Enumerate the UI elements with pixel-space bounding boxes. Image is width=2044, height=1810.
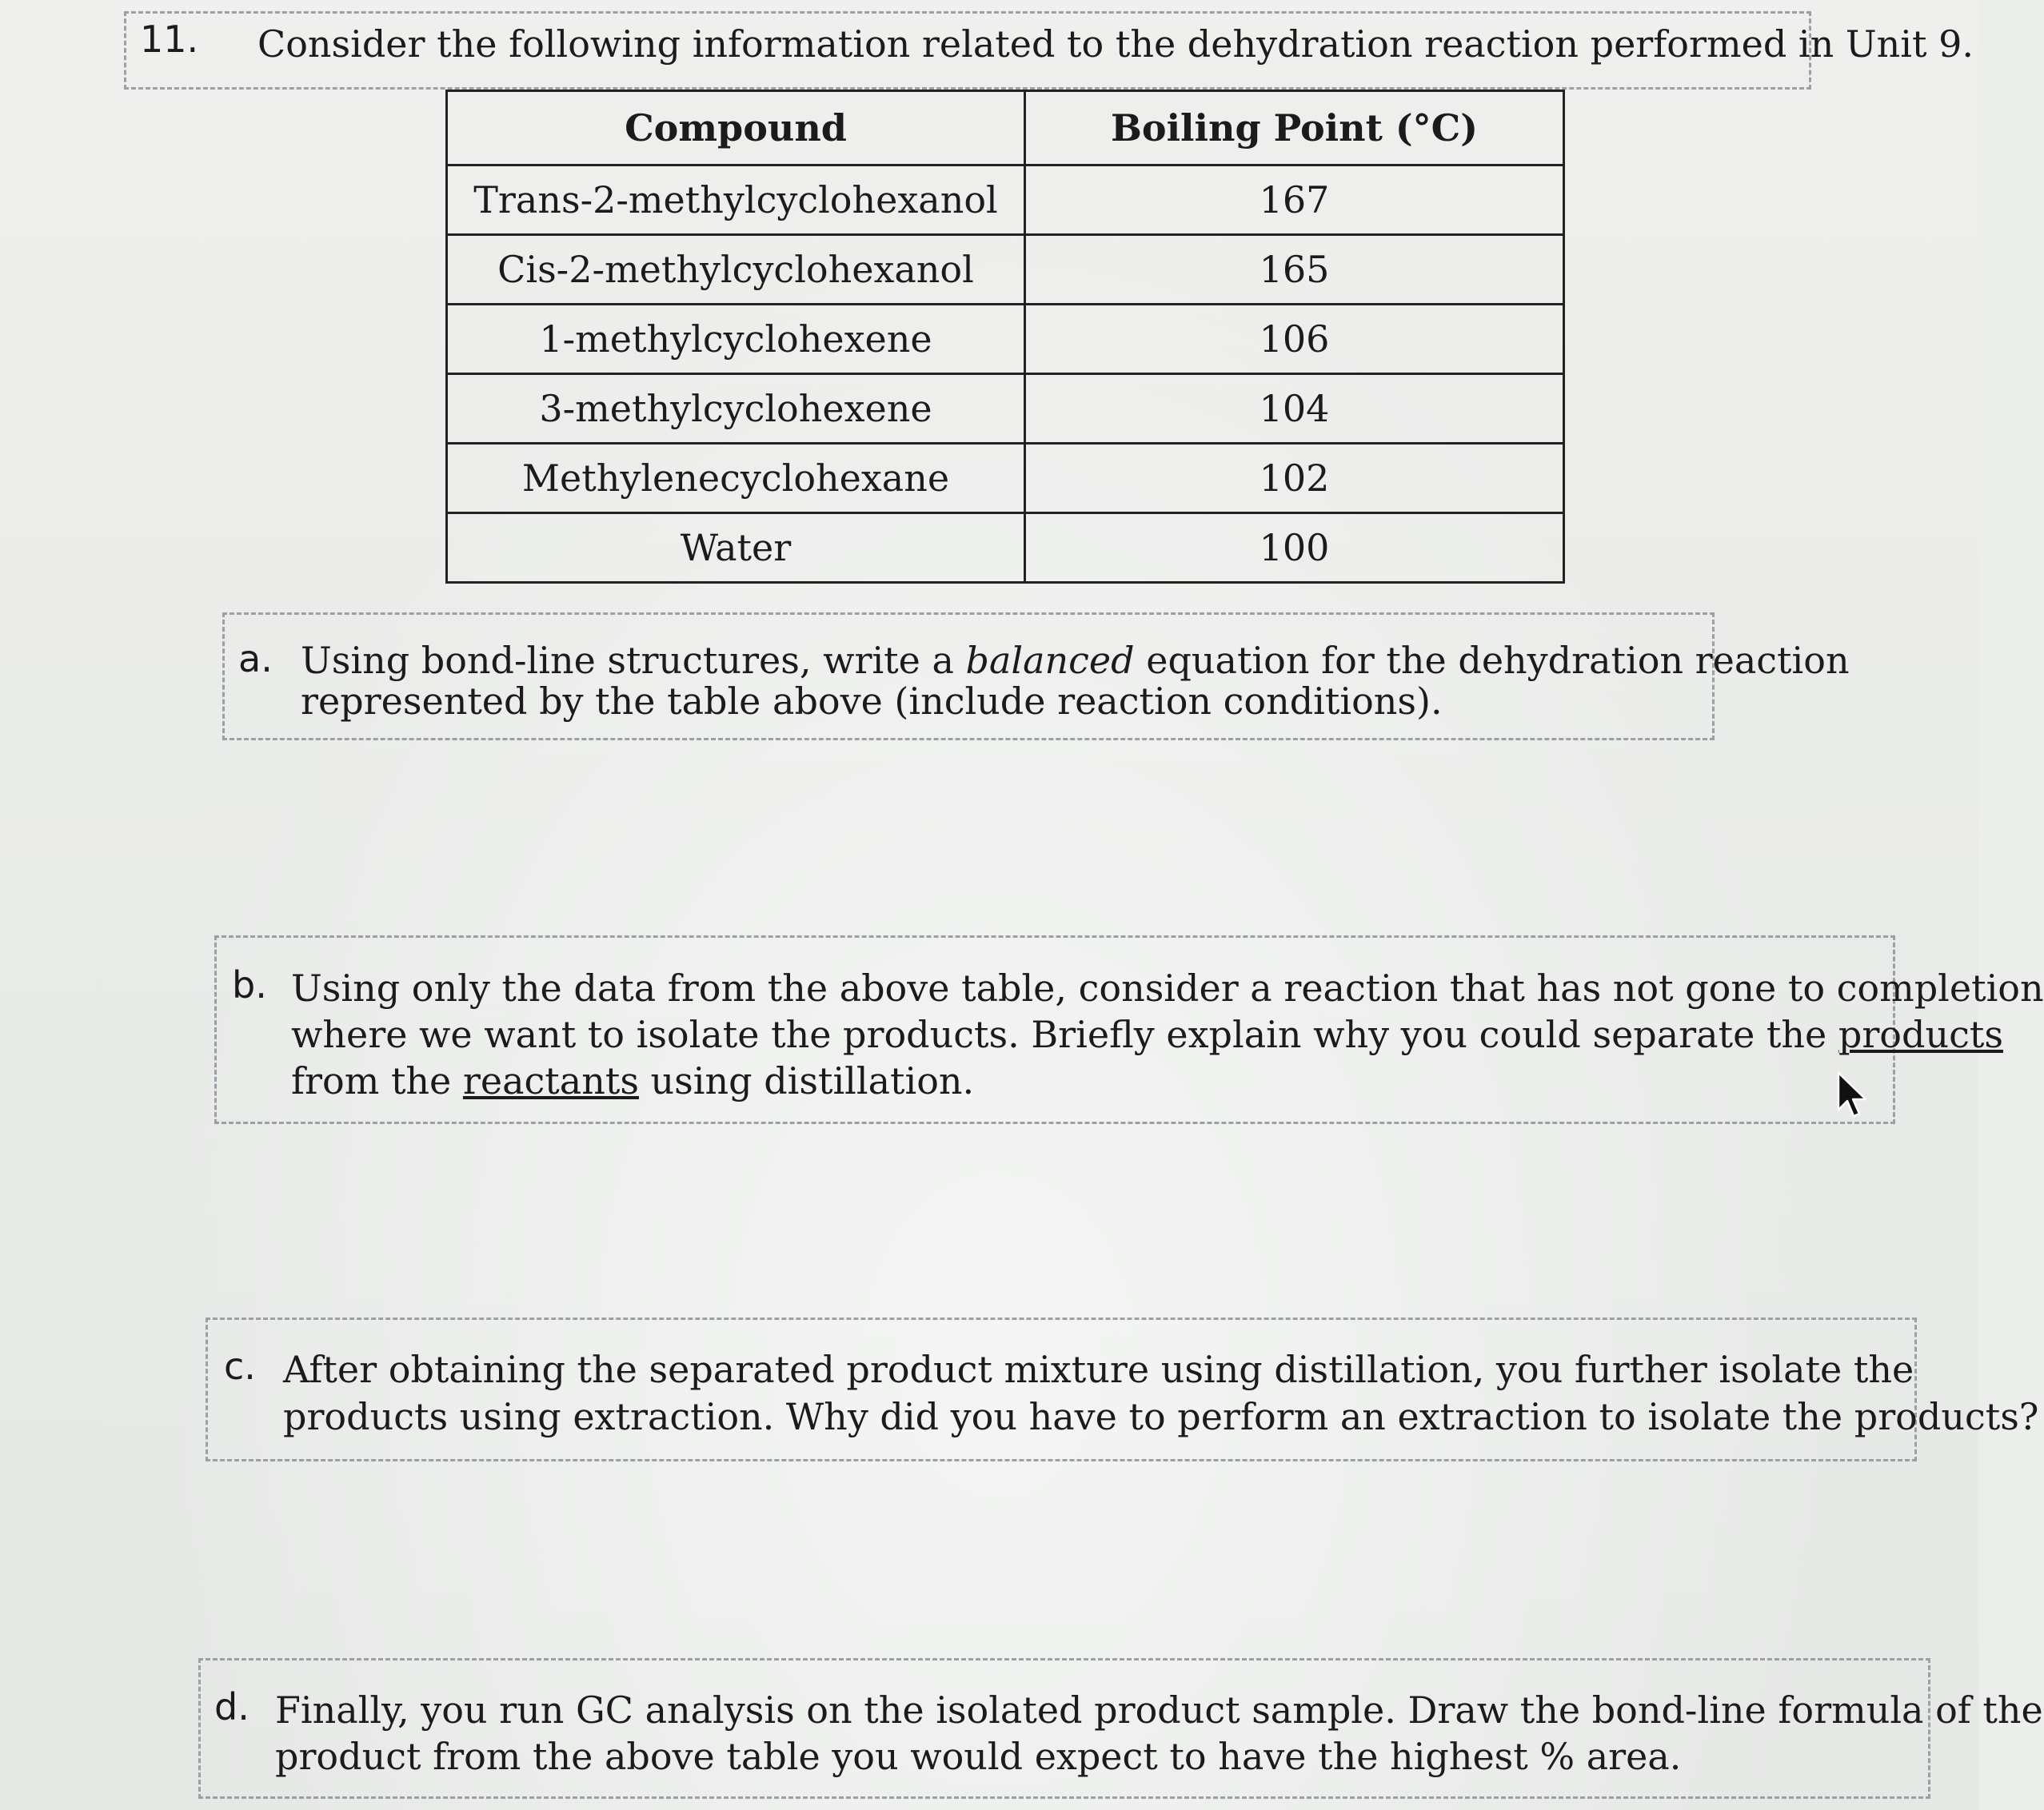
part-c-line-1: After obtaining the separated product mixture using distillation, you further isolate the [283,1348,1914,1391]
part-d-line-2: product from the above table you would expect to have the highest % area. [275,1735,1682,1778]
table-row [447,235,1564,305]
part-b-label: b. [232,963,267,1007]
cell-boiling-point: 106 [1025,305,1564,374]
underlined-reactants: reactants [462,1059,639,1102]
cell-boiling-point: 100 [1025,513,1564,583]
table-row [447,513,1564,583]
cell-boiling-point: 104 [1025,374,1564,444]
part-a-line-2: represented by the table above (include reaction conditions). [301,680,1443,723]
part-c-label: c. [224,1345,256,1388]
table-row [447,444,1564,513]
mouse-pointer-icon [1835,1071,1870,1119]
table-header-row [447,91,1564,165]
question-number: 11. [140,18,199,61]
part-b-line-2: where we want to isolate the products. Briefly explain why you could separate the products [291,1013,2003,1056]
table-row [447,374,1564,444]
header-boiling-point: Boiling Point (°C) [1025,91,1564,165]
part-d-label: d. [214,1685,250,1728]
table-row [447,305,1564,374]
part-a-label: a. [238,637,273,680]
cell-compound: Trans-2-methylcyclohexanol [447,165,1025,235]
part-a-line-1: Using bond-line structures, write a balanced equation for the dehydration reaction [301,639,1850,682]
cell-boiling-point: 167 [1025,165,1564,235]
part-b-line-3: from the reactants using distillation. [291,1059,975,1102]
cell-compound: Methylenecyclohexane [447,444,1025,513]
underlined-products: products [1838,1013,2003,1056]
question-text: Consider the following information related to the dehydration reaction performed in Unit 9. [257,22,1974,66]
table-row [447,165,1564,235]
header-compound: Compound [447,91,1025,165]
cell-boiling-point: 165 [1025,235,1564,305]
part-d-line-1: Finally, you run GC analysis on the isolated product sample. Draw the bond-line formula of the [275,1688,2043,1732]
cell-compound: Cis-2-methylcyclohexanol [447,235,1025,305]
part-c-line-2: products using extraction. Why did you have to perform an extraction to isolate the products? [283,1395,2039,1438]
cell-compound: 3-methylcyclohexene [447,374,1025,444]
cell-boiling-point: 102 [1025,444,1564,513]
emphasis-balanced: balanced [965,639,1135,682]
cell-compound: 1-methylcyclohexene [447,305,1025,374]
part-b-line-1: Using only the data from the above table, consider a reaction that has not gone to completion [291,967,2044,1010]
cell-compound: Water [447,513,1025,583]
boiling-point-table [445,90,1565,584]
